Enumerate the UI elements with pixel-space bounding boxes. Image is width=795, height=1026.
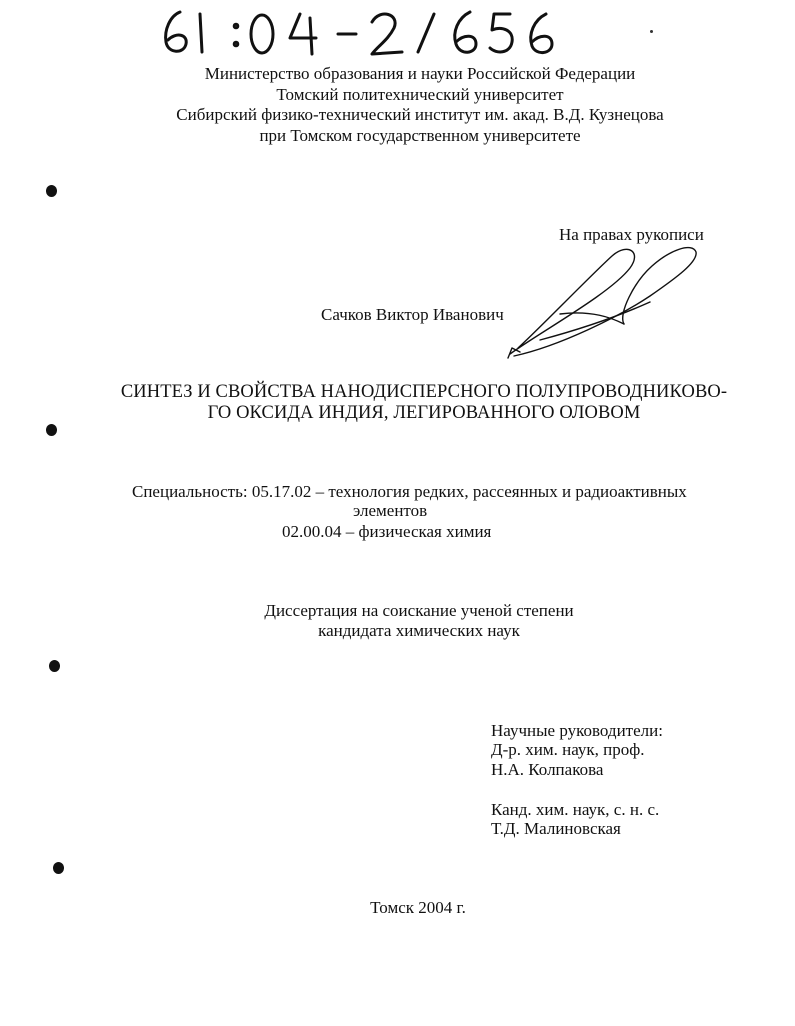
supervisor-2-degree: Канд. хим. наук, с. н. с. bbox=[491, 800, 660, 819]
specialty-line-1: Специальность: 05.17.02 – технология редких, рассеянных и радиоактивных bbox=[132, 482, 687, 501]
punch-hole bbox=[46, 424, 57, 436]
speck bbox=[650, 30, 653, 33]
specialty-line-3: 02.00.04 – физическая химия bbox=[282, 522, 492, 541]
specialty-line-2: элементов bbox=[353, 501, 428, 520]
author-name: Сачков Виктор Иванович bbox=[321, 305, 504, 324]
punch-hole bbox=[53, 862, 64, 874]
place-and-year: Томск 2004 г. bbox=[370, 898, 466, 917]
dissertation-title-line-2: ГО ОКСИДА ИНДИЯ, ЛЕГИРОВАННОГО ОЛОВОМ bbox=[207, 403, 641, 423]
dissertation-title-line-1: СИНТЕЗ И СВОЙСТВА НАНОДИСПЕРСНОГО ПОЛУПРОВОДНИКОВО- bbox=[120, 382, 728, 402]
degree-line-1: Диссертация на соискание ученой степени bbox=[264, 601, 574, 620]
affiliation-text: при Томском государственном университете bbox=[259, 126, 581, 145]
supervisor-1-name: Н.А. Колпакова bbox=[491, 760, 604, 779]
university-name: Томский политехнический университет bbox=[276, 85, 564, 104]
supervisor-2-name: Т.Д. Малиновская bbox=[491, 819, 621, 838]
handwritten-archive-code bbox=[150, 2, 570, 60]
supervisors-heading: Научные руководители: bbox=[491, 721, 663, 740]
supervisor-1-degree: Д-р. хим. наук, проф. bbox=[491, 740, 645, 759]
manuscript-note: На правах рукописи bbox=[559, 225, 704, 244]
punch-hole bbox=[49, 660, 60, 672]
institute-name: Сибирский физико-технический институт им. акад. В.Д. Кузнецова bbox=[176, 105, 664, 124]
signature-image bbox=[500, 236, 715, 366]
ministry-name: Министерство образования и науки Российской Федерации bbox=[204, 64, 636, 83]
degree-line-2: кандидата химических наук bbox=[318, 621, 520, 640]
punch-hole bbox=[46, 185, 57, 197]
